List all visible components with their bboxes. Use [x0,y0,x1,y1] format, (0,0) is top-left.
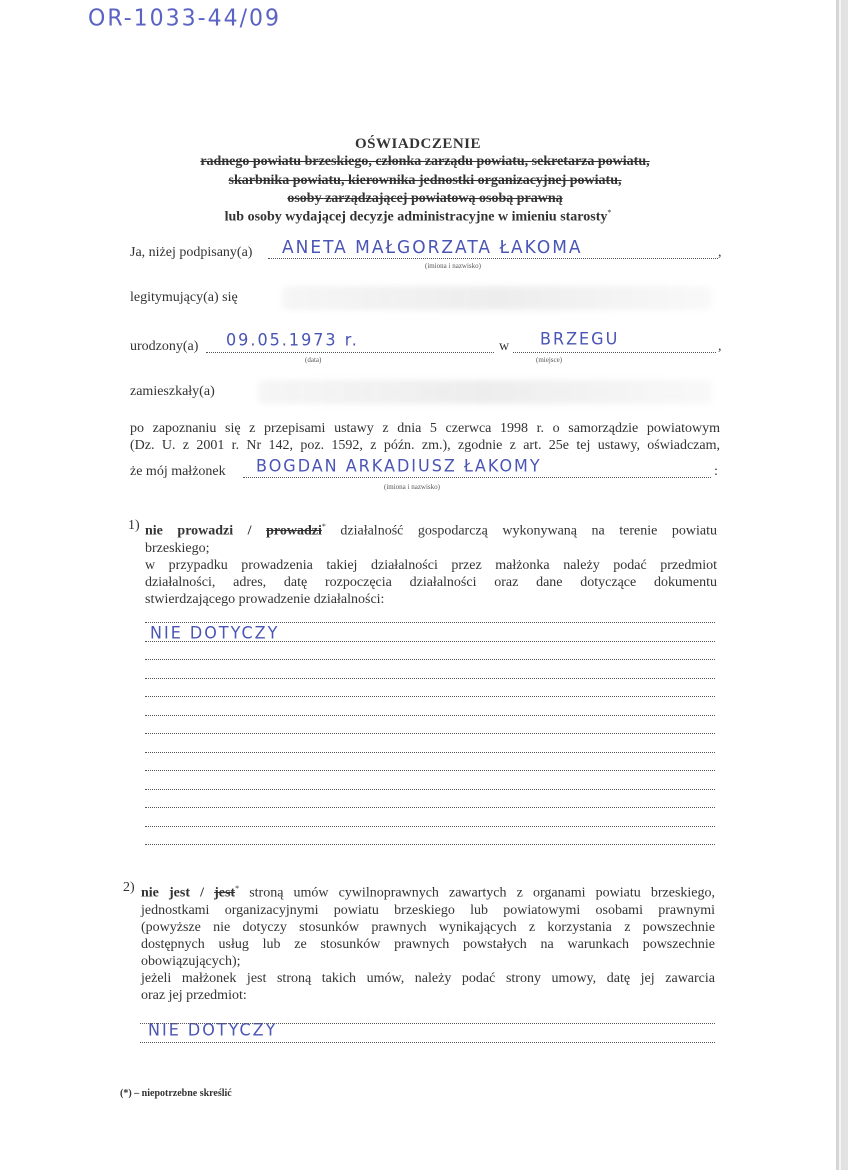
dotted-line [206,352,494,353]
name-caption: (imiona i nazwisko) [425,262,481,270]
dotted-answer-line [145,807,715,808]
dotted-answer-line [145,770,715,771]
dotted-answer-line [145,659,715,660]
section-number: 2) [123,880,135,895]
born-in-label: w [499,339,510,354]
struck-line: skarbnika powiatu, kierownika jednostki organizacyjnej powiatu, [228,173,622,188]
section-number: 1) [128,518,140,533]
struck-line: osoby zarządzającej powiatową osobą prawną [287,191,563,206]
dotted-answer-line [145,826,715,827]
section2-answer: NIE DOTYCZY [148,1019,278,1040]
redacted-area [282,286,712,310]
name-label: Ja, niżej podpisany(a) [130,245,253,260]
section1-answer: NIE DOTYCZY [150,622,280,643]
place-caption: (miejsce) [536,356,563,364]
redacted-area [258,380,712,404]
dotted-answer-line [145,678,715,679]
dotted-answer-line [140,1023,715,1024]
section1-text: nie prowadzi / prowadzi* działalność gospodarczą wykonywaną na terenie powiatu brzeskiego; w przypadku prowadzenia takiej działalności przez małżonka należy podać przedmiot działalności, adres, datę rozpoczęcia działalności oraz dane dotyczące dokumentu stwierdzającego prowadzenie działalności: [145,522,717,607]
born-label: urodzony(a) [130,339,199,354]
spouse-label: że mój małżonek [130,464,226,479]
dotted-answer-line [145,733,715,734]
dotted-answer-line [145,752,715,753]
handwritten-reference: OR-1033-44/09 [88,5,281,32]
dotted-answer-line [145,696,715,697]
dotted-answer-line [145,641,715,642]
spouse-caption: (imiona i nazwisko) [384,483,440,491]
struck-line: radnego powiatu brzeskiego, członka zarządu powiatu, sekretarza powiatu, [200,154,650,169]
address-label: zamieszkały(a) [130,384,215,399]
dotted-answer-line [145,844,715,845]
dotted-line [513,352,716,353]
born-place: BRZEGU [540,328,620,349]
dotted-answer-line [140,1042,715,1043]
footnote: (*) – niepotrzebne skreślić [120,1088,232,1099]
id-label: legitymujący(a) się [130,290,238,305]
section2-text: nie jest / jest* stroną umów cywilnoprawnych zawartych z organami powiatu brzeskiego, jednostkami organizacyjnymi powiatu brzeskiego lub powiatowymi osobami prawnymi (powyższe nie dotyczy stosunków prawnych wynikających z korzystania z powszechnie dostępnych usług lub ze stosunków prawnych powstałych na warunkach powszechnie obowiązujących); jeżeli małżonek jest stroną takich umów, należy podać strony umowy, datę jej zawarcia oraz jej przedmiot: [141,884,716,1003]
dotted-answer-line [145,715,715,716]
spouse-value: BOGDAN ARKADIUSZ ŁAKOMY [256,455,542,476]
born-date: 09.05.1973 r. [226,329,359,350]
dotted-line [243,477,711,478]
intro-paragraph: po zapoznaniu się z przepisami ustawy z dnia 5 czerwca 1998 r. o samorządzie powiatowym (Dz. U. z 2001 r. Nr 142, poz. 1592, z późn. zm.), zgodnie z art. 25e tej ustawy, oświadczam, [130,421,720,453]
dotted-answer-line [145,789,715,790]
document-subtitle: lub osoby wydającej decyzje administracyjne w imieniu starosty* [224,208,612,225]
dotted-answer-line [145,622,715,623]
name-value: ANETA MAŁGORZATA ŁAKOMA [282,237,583,259]
date-caption: (data) [305,356,322,364]
document-title: OŚWIADCZENIE [354,136,482,152]
